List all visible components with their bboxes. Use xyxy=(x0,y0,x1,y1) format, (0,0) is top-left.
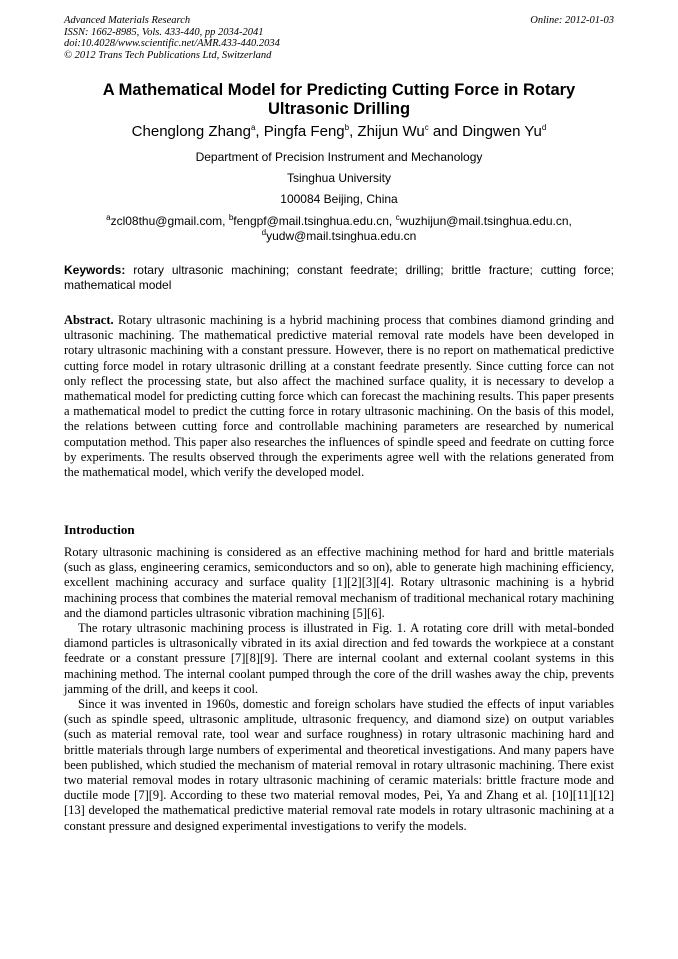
introduction-body xyxy=(64,545,614,834)
body-paragraph: The rotary ultrasonic machining process is illustrated in Fig. 1. A rotating core drill with metal-bonded diamond particles is ultrasonically vibrated in its axial direction and fed towards the workpiece at a constant feedrate or a constant pressure [7][8][9]. There are internal coolant and external coolant systems in this machining method. The internal coolant pumped through the core of the drill washes away the chip, prevents jamming of the drill, and keeps it cool. xyxy=(64,621,614,696)
issn-line: ISSN: 1662-8985, Vols. 433-440, pp 2034-2041 xyxy=(64,26,264,38)
abstract-text: Rotary ultrasonic machining is a hybrid machining process that combines diamond grinding and ultrasonic machining. The mathematical predictive material removal rate models have been developed in rotary ultrasonic machining with a constant pressure. However, there is no report on mathematical predictive cutting force model in rotary ultrasonic drilling at a constant feedrate presently. Since cutting force can not only reflect the processing state, but also affect the machined surface quality, it is necessary to develop a mathematical model for predicting cutting force which can forecast the machining results. This paper presents a mathematical model to predict the cutting force in rotary ultrasonic machining. On the basis of this model, the relations between cutting force and controllable machining parameters are researched by numerical computation method. This paper also researches the influences of spindle speed and feedrate on cutting force by experiments. The results observed through the experiments agree well with the relations generated from the mathematical model, which verify the developed model. xyxy=(64,313,615,480)
author-affil-mark: c xyxy=(424,123,429,132)
doi-line: doi:10.4028/www.scientific.net/AMR.433-440.2034 xyxy=(64,38,280,49)
author-list xyxy=(64,123,614,141)
email-mark: a xyxy=(106,213,111,222)
email-separator: , xyxy=(388,214,396,228)
author-separator: and xyxy=(428,123,463,140)
email-separator: , xyxy=(568,214,572,228)
journal-header xyxy=(64,15,614,61)
author-name: Chenglong Zhang xyxy=(131,123,251,140)
author-separator: , xyxy=(349,123,358,140)
abstract-label: Abstract. xyxy=(64,313,114,327)
email-mark: c xyxy=(395,213,400,222)
affiliation-address: 100084 Beijing, China xyxy=(280,192,398,206)
paper-title: A Mathematical Model for Predicting Cutting Force in Rotary Ultrasonic Drilling xyxy=(102,81,576,118)
author-emails xyxy=(64,214,614,244)
keywords-text: rotary ultrasonic machining; constant feedrate; drilling; brittle fracture; cutting force; mathematical model xyxy=(64,263,614,292)
body-paragraph: Since it was invented in 1960s, domestic and foreign scholars have studied the effects of input variables (such as spindle speed, ultrasonic amplitude, ultrasonic frequency, and diamond size) on output variables (such as material removal rate, tool wear and surface roughness) in rotary ultrasonic machining hard and brittle materials through large numbers of experimental and theoretical investigations. And many papers have been published, which studied the mechanism of material removal in rotary ultrasonic machining. There exist two material removal modes in rotary ultrasonic machining of ceramic materials: brittle fracture mode and ductile mode [7][9]. According to these two material removal modes, Pei, Ya and Zhang et al. [10][11][12][13] developed the mathematical predictive material removal rate models in rotary ultrasonic machining at a constant pressure and designed experimental investigations to verify the models. xyxy=(64,697,614,833)
email-link[interactable]: fengpf@mail.tsinghua.edu.cn xyxy=(233,214,389,228)
author-separator: , xyxy=(255,123,264,140)
email-link[interactable]: zcl08thu@gmail.com xyxy=(110,214,223,228)
keywords-section xyxy=(64,263,614,293)
author-name: Pingfa Feng xyxy=(263,123,345,140)
keywords-label: Keywords: xyxy=(64,263,126,277)
author-name: Dingwen Yu xyxy=(462,123,542,140)
email-link[interactable]: wuzhijun@mail.tsinghua.edu.cn xyxy=(399,214,569,228)
abstract-section xyxy=(64,313,614,480)
email-separator: , xyxy=(222,214,229,228)
author-affil-mark: d xyxy=(541,123,547,132)
email-mark: d xyxy=(261,228,267,237)
email-mark: b xyxy=(228,213,234,222)
journal-name: Advanced Materials Research xyxy=(64,15,191,26)
copyright-line: © 2012 Trans Tech Publications Ltd, Switzerland xyxy=(64,49,272,61)
online-date: Online: 2012-01-03 xyxy=(530,15,614,26)
affiliation-university: Tsinghua University xyxy=(286,171,392,185)
author-affil-mark: b xyxy=(344,123,350,132)
introduction-heading: Introduction xyxy=(64,522,135,537)
body-paragraph: Rotary ultrasonic machining is considered as an effective machining method for hard and brittle materials (such as glass, engineering ceramics, semiconductors and so on), able to generate high machining efficiency, excellent machining accuracy and surface quality [1][2][3][4]. Rotary ultrasonic machining is a hybrid machining process that combines the material removal mechanism of traditional mechanical rotary machining and the diamond particles ultrasonic vibration machining [5][6]. xyxy=(64,545,614,620)
affiliation-department: Department of Precision Instrument and Mechanology xyxy=(195,150,483,164)
email-link[interactable]: yudw@mail.tsinghua.edu.cn xyxy=(266,229,417,243)
author-affil-mark: a xyxy=(250,123,256,132)
author-name: Zhijun Wu xyxy=(357,123,425,140)
